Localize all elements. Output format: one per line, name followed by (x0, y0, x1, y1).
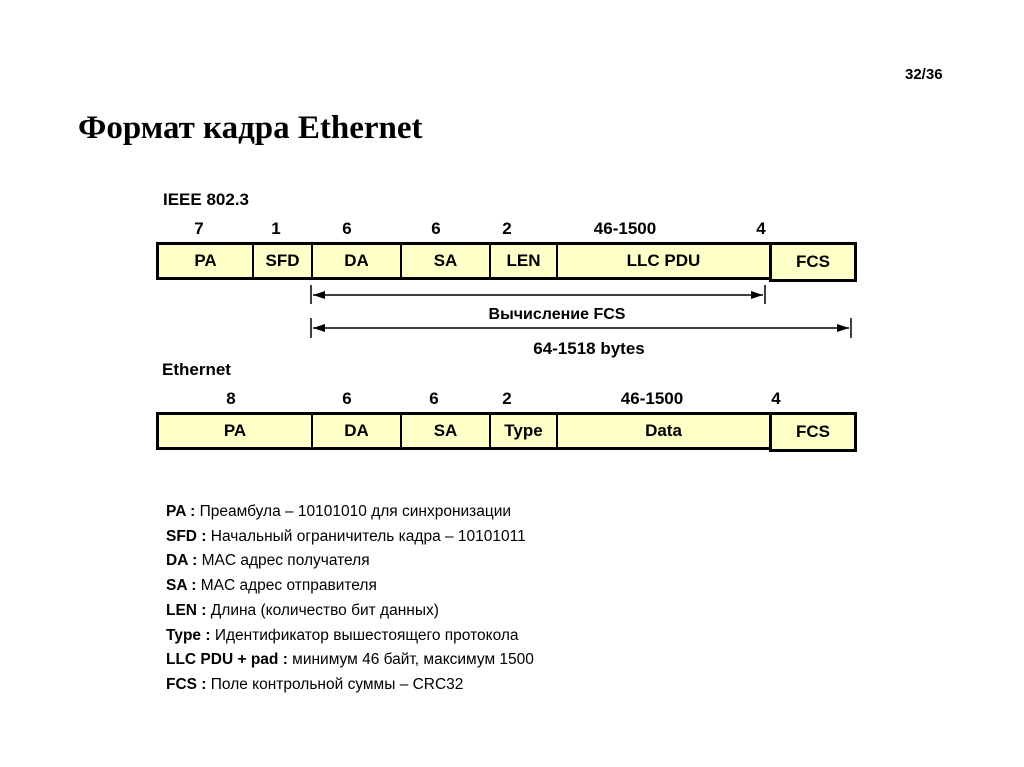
legend-desc: Начальный ограничитель кадра – 10101011 (210, 527, 526, 545)
eth-field-fcs: FCS (769, 412, 857, 452)
legend-item-da (166, 549, 534, 574)
legend-term: LLC PDU + pad : (166, 651, 288, 669)
legend (166, 500, 534, 698)
ieee-field-sa: SA (402, 245, 491, 277)
legend-item-type (166, 624, 534, 649)
ethernet-frame (156, 412, 772, 450)
ieee-field-sfd: SFD (254, 245, 313, 277)
eth-field-sa: SA (402, 415, 491, 447)
legend-desc: Идентификатор вышестоящего протокола (214, 626, 519, 644)
ieee-size-fcs: 4 (756, 219, 766, 238)
legend-term: PA : (166, 503, 196, 520)
eth-size-fcs: 4 (771, 389, 781, 408)
eth-size-da: 6 (342, 389, 352, 408)
legend-desc: минимум 46 байт, максимум 1500 (292, 651, 534, 669)
ieee-field-len: LEN (491, 245, 558, 277)
legend-term: SFD : (166, 527, 207, 545)
legend-desc: MAC адрес отправителя (200, 577, 377, 595)
legend-term: Type : (166, 626, 211, 644)
eth-size-data: 46-1500 (620, 389, 684, 408)
ieee-size-len: 2 (502, 219, 512, 238)
eth-field-pa: PA (159, 415, 313, 447)
ethernet-label: Ethernet (162, 360, 231, 379)
eth-field-data: Data (645, 421, 682, 440)
ieee-field-da: DA (313, 245, 402, 277)
eth-field-type: Type (491, 415, 558, 447)
bytes-left-arrowhead (313, 324, 325, 332)
legend-term: DA : (166, 552, 198, 570)
bytes-label: 64-1518 bytes (533, 339, 645, 358)
ieee-field-llc: LLC PDU (626, 251, 701, 270)
legend-desc: Длина (количество бит данных) (210, 601, 439, 619)
ieee-size-pa: 7 (194, 219, 204, 238)
ieee-size-da: 6 (342, 219, 352, 238)
legend-item-pa (166, 500, 534, 525)
ieee-field-fcs: FCS (769, 242, 857, 282)
page-number: 32/36 (905, 66, 943, 83)
ieee-field-pa: PA (159, 245, 254, 277)
eth-size-type: 2 (502, 389, 512, 408)
bytes-right-arrowhead (837, 324, 849, 332)
eth-field-da: DA (313, 415, 402, 447)
legend-term: LEN : (166, 601, 207, 619)
ieee-size-llc: 46-1500 (593, 219, 657, 238)
legend-term: SA : (166, 577, 197, 595)
legend-desc: Преамбула – 10101010 для синхронизации (199, 503, 512, 520)
legend-item-llc (166, 648, 534, 673)
legend-desc: MAC адрес получателя (201, 552, 370, 570)
fcs-calc-right-arrowhead (751, 291, 763, 299)
eth-size-sa: 6 (429, 389, 439, 408)
legend-desc: Поле контрольной суммы – CRC32 (210, 675, 464, 693)
legend-item-fcs (166, 673, 534, 698)
legend-item-sfd (166, 525, 534, 550)
legend-item-len (166, 599, 534, 624)
ieee-label: IEEE 802.3 (163, 190, 250, 209)
legend-term: FCS : (166, 675, 207, 693)
slide-title: Формат кадра Ethernet (78, 110, 423, 146)
ieee-size-sa: 6 (431, 219, 441, 238)
ieee-size-sfd: 1 (271, 219, 281, 238)
eth-size-pa: 8 (226, 389, 236, 408)
legend-item-sa (166, 574, 534, 599)
fcs-calc-label: Вычисление FCS (483, 306, 632, 324)
fcs-calc-left-arrowhead (313, 291, 325, 299)
